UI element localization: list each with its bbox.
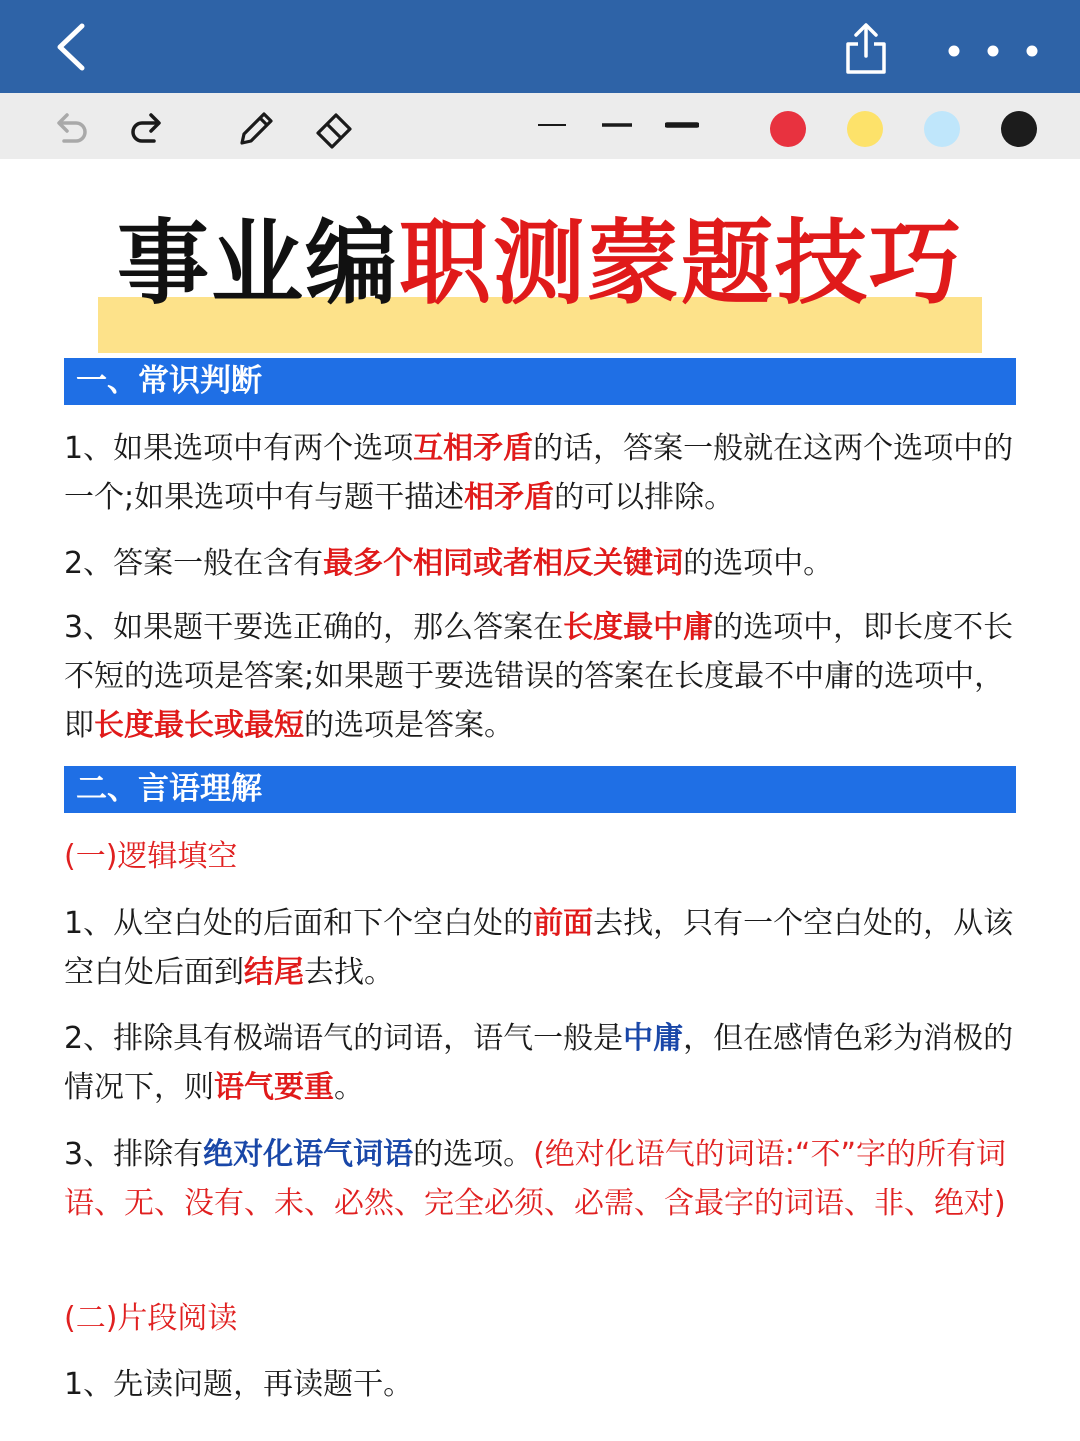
text-run: 3、如果题干要选正确的，那么答案在 [64, 610, 564, 645]
text-run: 1、如果选项中有两个选项 [64, 431, 414, 466]
color-swatch-yellow[interactable] [847, 111, 883, 147]
text-run: 的选项中，即长度不长不短的选项是答案;如果题于要选错误的答案在长度最不中庸的选项中，即 [64, 610, 1014, 743]
text-run: 3、排除有 [64, 1137, 204, 1172]
highlight-red: 结尾 [244, 955, 304, 990]
highlight-red: 前面 [533, 906, 594, 941]
highlight-red: 语气要重 [214, 1070, 334, 1105]
subsection-heading: (二)片段阅读 [64, 1301, 238, 1336]
paragraph: 1、先读问题，再读题干。 [64, 1367, 414, 1402]
text-run: 去找。 [304, 955, 394, 990]
paragraph [64, 424, 1016, 522]
subsection-heading: (一)逻辑填空 [64, 839, 238, 874]
text-run: 的可以排除。 [554, 480, 735, 515]
note-red: (绝对化语气的词语:“不”字的所有词语、无、没有、未、必然、完全必须、必需、含最字的词语、非、绝对) [64, 1137, 1006, 1221]
text-run: ，但在感情色彩为消极的情况下，则 [64, 1021, 1014, 1105]
stroke-medium-icon[interactable] [600, 117, 634, 133]
annotation-toolbar [0, 93, 1080, 159]
highlight-blue: 中庸 [623, 1021, 684, 1056]
title-red-part: 职测蒙题技巧 [399, 210, 964, 317]
text-run: 2、排除具有极端语气的词语，语气一般是 [64, 1021, 624, 1056]
color-swatch-black[interactable] [1001, 111, 1037, 147]
section-heading: 一、常识判断 [64, 358, 1016, 405]
text-run: 1、从空白处的后面和下个空白处的 [64, 906, 534, 941]
text-run: 去找，只有一个空白处的，从该空白处后面到 [64, 906, 1014, 990]
color-swatch-light-blue[interactable] [924, 111, 960, 147]
page-title [0, 199, 1080, 329]
text-run: 。 [334, 1070, 364, 1105]
stroke-thin-icon[interactable] [536, 117, 568, 133]
title-black-part: 事业编 [116, 210, 399, 317]
highlight-red: 最多个相同或者相反关键词 [323, 546, 684, 581]
text-run: 2、答案一般在含有 [64, 546, 324, 581]
color-swatch-red[interactable] [770, 111, 806, 147]
top-bar [0, 0, 1080, 93]
paragraph [64, 899, 1016, 997]
share-icon[interactable] [842, 20, 890, 76]
document-page [0, 159, 1080, 1441]
paragraph [64, 1014, 1016, 1112]
redo-icon[interactable] [128, 109, 166, 145]
pencil-icon[interactable] [234, 107, 278, 151]
highlight-blue: 绝对化语气词语 [203, 1137, 414, 1172]
highlight-red: 互相矛盾 [413, 431, 534, 466]
highlight-red: 长度最中庸 [563, 610, 714, 645]
eraser-icon[interactable] [312, 107, 358, 151]
text-run: 的选项中。 [683, 546, 834, 581]
paragraph [64, 1130, 1016, 1228]
chevron-left-icon[interactable] [50, 22, 94, 72]
undo-icon[interactable] [52, 109, 90, 145]
stroke-thick-icon[interactable] [665, 117, 699, 133]
highlight-red: 长度最长或最短 [94, 708, 304, 743]
paragraph [64, 539, 1016, 588]
text-run: 的选项。 [413, 1137, 534, 1172]
more-dots-icon[interactable] [938, 36, 1048, 66]
text-run: 的话，答案一般就在这两个选项中的一个;如果选项中有与题干描述 [64, 431, 1014, 515]
text-run: 的选项是答案。 [304, 708, 514, 743]
paragraph [64, 603, 1016, 750]
highlight-red: 相矛盾 [464, 480, 555, 515]
section-heading: 二、言语理解 [64, 766, 1016, 813]
